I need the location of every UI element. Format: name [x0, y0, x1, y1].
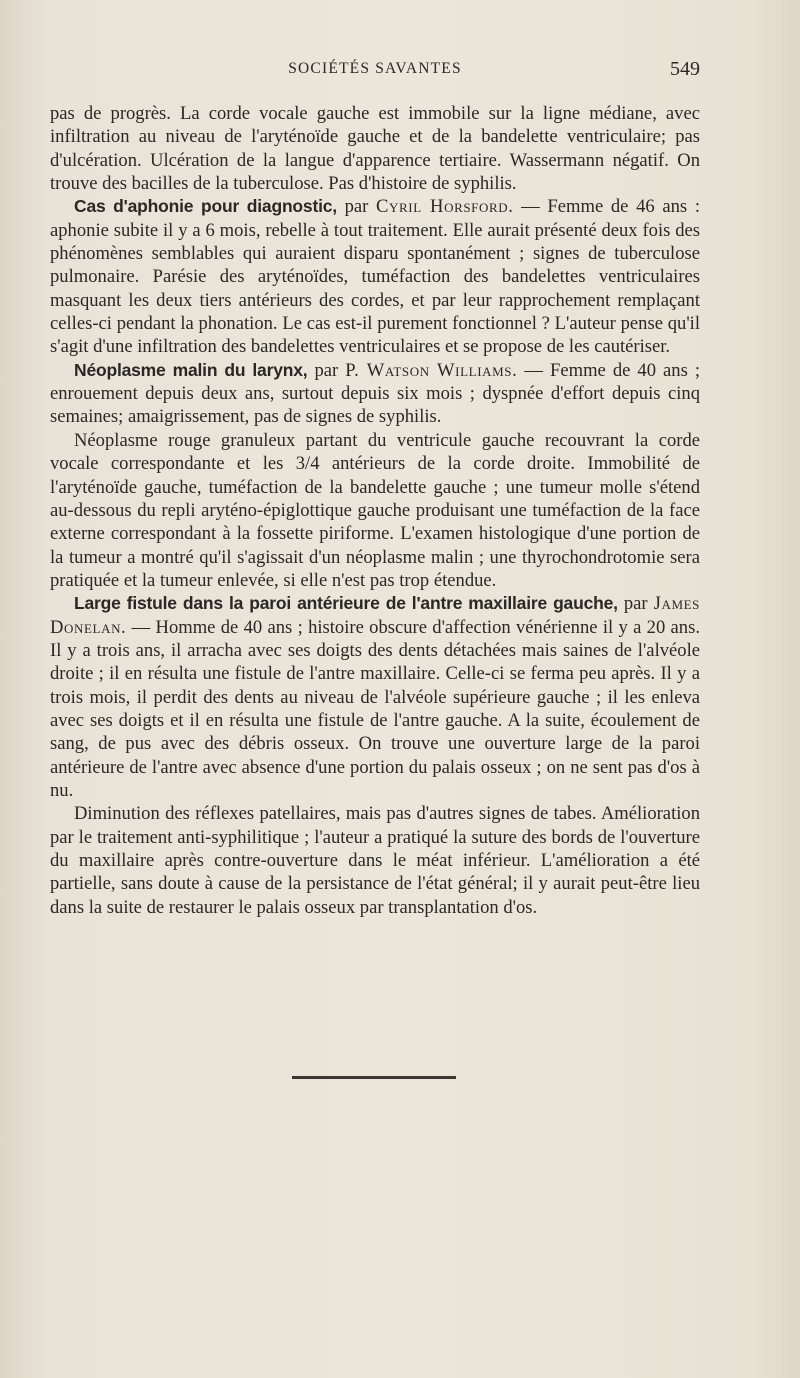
- case-fistule-text: — Homme de 40 ans ; histoire obscure d'affection vénérienne il y a 20 ans. Il y a trois ans, il arracha avec ses doigts des dents détachées mais saines de l'alvéole droite ; il en résulta une fistule de l'antre maxillaire. Celle-ci se ferma peu après. Il y a trois mois, il perdit des dents au niveau de l'alvéole supérieure gauche ; il les enleva avec ses doigts et il en résulta une fistule de l'antre gauche. A la suite, écoulement de sang, de pus avec des débris osseux. On trouve une ouverture large de la paroi antérieure de l'antre avec absence d'une portion du palais osseux ; on ne sent pas d'os à nu.: [50, 616, 700, 801]
- case-fistule-author: James Donelan.: [50, 593, 701, 638]
- case-aphonie-title: Cas d'aphonie pour diagnostic,: [74, 196, 337, 217]
- section-end-rule: [292, 1076, 456, 1079]
- case-aphonie-author: Cyril Horsford.: [376, 196, 514, 218]
- case-neoplasme-author: P. Watson Williams.: [345, 359, 518, 381]
- paragraph-continuation: pas de progrès. La corde vocale gauche est immobile sur la ligne médiane, avec infiltration au niveau de l'aryténoïde gauche et de la bandelette ventriculaire; pas d'ulcération. Ulcération de la langue d'apparence tertiaire. Wassermann négatif. On trouve des bacilles de la tuberculose. Pas d'histoire de syphilis.: [50, 103, 700, 195]
- case-aphonie-by: par: [344, 196, 369, 218]
- case-aphonie: [50, 195, 700, 358]
- page-body: [50, 102, 700, 919]
- case-neoplasme-paragraph-2: Néoplasme rouge granuleux partant du ventricule gauche recouvrant la corde vocale correspondante et les 3/4 antérieurs de la corde droite. Immobilité de l'aryténoïde gauche, tuméfaction de la bandelette gauche ; une tumeur molle s'étend au-dessous du repli aryténo-épiglottique gauche produisant une tuméfaction de la face externe correspondant à la fossette piriforme. L'examen histologique d'une portion de la tumeur a montré qu'il s'agissait d'un néoplasme malin ; une thyrochondrotomie sera pratiquée et la tumeur enlevée, si elle n'est pas trop étendue.: [50, 429, 700, 591]
- case-neoplasme: [50, 359, 700, 429]
- case-neoplasme-text: — Femme de 40 ans ; enrouement depuis deux ans, surtout depuis six mois ; dyspnée d'effort depuis cinq semaines; amaigrissement, pas de signes de syphilis.: [50, 359, 701, 428]
- case-fistule-by: par: [623, 593, 648, 615]
- case-fistule-title: Large fistule dans la paroi antérieure de l'antre maxillaire gauche,: [74, 593, 618, 614]
- page-number: 549: [670, 58, 700, 80]
- page-header: [50, 58, 700, 88]
- running-head: SOCIÉTÉS SAVANTES: [288, 60, 462, 77]
- case-fistule-paragraph-2: Diminution des réflexes patellaires, mais pas d'autres signes de tabes. Amélioration par le traitement anti-syphilitique ; l'auteur a pratiqué la suture des bords de l'ouverture du maxillaire après contre-ouverture dans le méat inférieur. L'amélioration a été partielle, sans doute à cause de la persistance de l'état général; il y aurait peut-être lieu dans la suite de restaurer le palais osseux par transplantation d'os.: [50, 803, 700, 918]
- case-fistule: [50, 592, 700, 802]
- case-aphonie-text: — Femme de 46 ans : aphonie subite il y a 6 mois, rebelle à tout traitement. Elle aurait présenté deux fois des phénomènes semblables qui auraient disparu spontanément ; signes de tuberculose pulmonaire. Parésie des aryténoïdes, tuméfaction des bandelettes ventriculaires masquant les deux tiers antérieurs des cordes, et par leur rapprochement remplaçant celles-ci pendant la phonation. Le cas est-il purement fonctionnel ? L'auteur pense qu'il s'agit d'une infiltration des bandelettes ventriculaires et se propose de les cautériser.: [50, 196, 700, 358]
- case-neoplasme-by: par: [314, 359, 339, 381]
- case-neoplasme-title: Néoplasme malin du larynx,: [74, 359, 308, 380]
